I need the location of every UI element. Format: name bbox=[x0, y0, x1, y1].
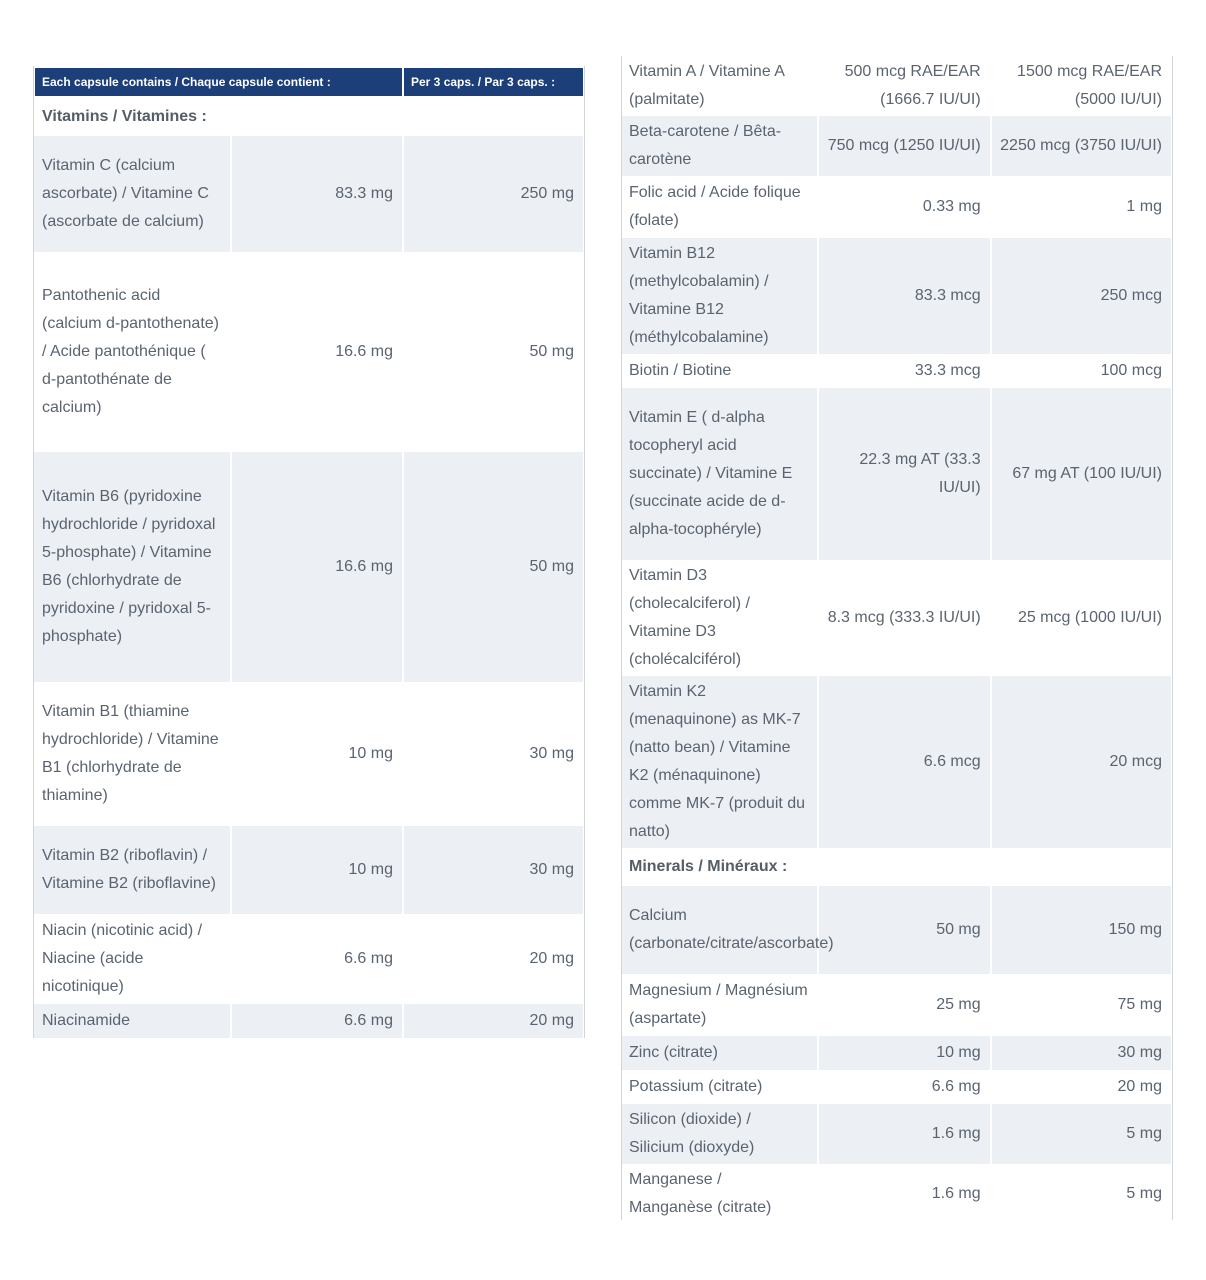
amount-per-3-caps: 2250 mcg (3750 IU/UI) bbox=[991, 116, 1172, 176]
section-row bbox=[621, 848, 1172, 886]
nutrient-name: Vitamin C (calcium ascorbate) / Vitamine C (ascorbate de calcium) bbox=[34, 136, 231, 252]
table-row bbox=[621, 354, 1172, 388]
amount-per-capsule: 6.6 mg bbox=[231, 1004, 403, 1038]
table-row bbox=[621, 676, 1172, 848]
right-nutrient-table bbox=[621, 56, 1173, 1220]
nutrient-name: Vitamin A / Vitamine A (palmitate) bbox=[621, 56, 818, 116]
amount-per-3-caps: 5 mg bbox=[991, 1164, 1172, 1224]
amount-per-3-caps: 1500 mcg RAE/EAR (5000 IU/UI) bbox=[991, 56, 1172, 116]
table-border bbox=[621, 56, 622, 1220]
amount-per-3-caps: 50 mg bbox=[403, 252, 584, 452]
nutrient-name: Calcium (carbonate/citrate/ascorbate) bbox=[621, 886, 818, 974]
amount-per-3-caps: 20 mcg bbox=[991, 676, 1172, 848]
amount-per-capsule: 10 mg bbox=[231, 826, 403, 914]
table-row bbox=[34, 252, 584, 452]
amount-per-capsule: 16.6 mg bbox=[231, 452, 403, 682]
amount-per-capsule: 25 mg bbox=[818, 974, 990, 1036]
table-row bbox=[34, 136, 584, 252]
table-row bbox=[621, 56, 1172, 116]
nutrient-name: Folic acid / Acide folique (folate) bbox=[621, 176, 818, 238]
table-border bbox=[1172, 56, 1173, 1220]
table-row bbox=[34, 1004, 584, 1038]
header-per-3-caps: Per 3 caps. / Par 3 caps. : bbox=[403, 67, 584, 97]
amount-per-3-caps: 20 mg bbox=[991, 1070, 1172, 1104]
amount-per-capsule: 8.3 mcg (333.3 IU/UI) bbox=[818, 560, 990, 676]
table-row bbox=[621, 176, 1172, 238]
amount-per-3-caps: 150 mg bbox=[991, 886, 1172, 974]
table-row bbox=[621, 1104, 1172, 1164]
amount-per-3-caps: 30 mg bbox=[403, 682, 584, 826]
amount-per-3-caps: 5 mg bbox=[991, 1104, 1172, 1164]
amount-per-3-caps: 50 mg bbox=[403, 452, 584, 682]
amount-per-capsule: 6.6 mg bbox=[231, 914, 403, 1004]
amount-per-3-caps: 250 mg bbox=[403, 136, 584, 252]
amount-per-3-caps: 250 mcg bbox=[991, 238, 1172, 354]
table-row bbox=[621, 886, 1172, 974]
nutrient-name: Vitamin K2 (menaquinone) as MK-7 (natto bean) / Vitamine K2 (ménaquinone) comme MK-7 (produit du natto) bbox=[621, 676, 818, 848]
nutrient-name: Vitamin E ( d-alpha tocopheryl acid succinate) / Vitamine E (succinate acide de d-alpha-tocophéryle) bbox=[621, 388, 818, 560]
table-row bbox=[34, 682, 584, 826]
amount-per-3-caps: 20 mg bbox=[403, 1004, 584, 1038]
section-minerals: Minerals / Minéraux : bbox=[621, 848, 1172, 886]
table-row bbox=[621, 238, 1172, 354]
amount-per-capsule: 1.6 mg bbox=[818, 1104, 990, 1164]
amount-per-capsule: 500 mcg RAE/EAR (1666.7 IU/UI) bbox=[818, 56, 990, 116]
amount-per-3-caps: 20 mg bbox=[403, 914, 584, 1004]
amount-per-capsule: 83.3 mg bbox=[231, 136, 403, 252]
nutrient-name: Niacin (nicotinic acid) / Niacine (acide nicotinique) bbox=[34, 914, 231, 1004]
nutrient-name: Vitamin D3 (cholecalciferol) / Vitamine D3 (cholécalciférol) bbox=[621, 560, 818, 676]
table-row bbox=[621, 1070, 1172, 1104]
nutrient-name: Vitamin B12 (methylcobalamin) / Vitamine B12 (méthylcobalamine) bbox=[621, 238, 818, 354]
amount-per-capsule: 83.3 mcg bbox=[818, 238, 990, 354]
amount-per-capsule: 6.6 mg bbox=[818, 1070, 990, 1104]
nutrient-table-left bbox=[33, 66, 585, 1038]
nutrient-name: Vitamin B6 (pyridoxine hydrochloride / pyridoxal 5-phosphate) / Vitamine B6 (chlorhydrate de pyridoxine / pyridoxal 5-phosphate) bbox=[34, 452, 231, 682]
nutrient-name: Manganese / Manganèse (citrate) bbox=[621, 1164, 818, 1224]
table-border bbox=[584, 66, 585, 1038]
header-each-capsule: Each capsule contains / Chaque capsule contient : bbox=[34, 67, 403, 97]
table-row bbox=[34, 452, 584, 682]
table-border bbox=[33, 66, 34, 1038]
nutrient-name: Potassium (citrate) bbox=[621, 1070, 818, 1104]
nutrient-name: Niacinamide bbox=[34, 1004, 231, 1038]
table-row bbox=[621, 116, 1172, 176]
amount-per-capsule: 6.6 mcg bbox=[818, 676, 990, 848]
amount-per-capsule: 10 mg bbox=[818, 1036, 990, 1070]
nutrient-name: Beta-carotene / Bêta-carotène bbox=[621, 116, 818, 176]
nutrient-name: Silicon (dioxide) / Silicium (dioxyde) bbox=[621, 1104, 818, 1164]
amount-per-capsule: 16.6 mg bbox=[231, 252, 403, 452]
nutrient-name: Magnesium / Magnésium (aspartate) bbox=[621, 974, 818, 1036]
amount-per-capsule: 10 mg bbox=[231, 682, 403, 826]
section-row bbox=[34, 97, 584, 136]
amount-per-capsule: 50 mg bbox=[818, 886, 990, 974]
amount-per-capsule: 0.33 mg bbox=[818, 176, 990, 238]
amount-per-3-caps: 30 mg bbox=[991, 1036, 1172, 1070]
nutrient-table-right bbox=[621, 56, 1173, 1224]
section-vitamins: Vitamins / Vitamines : bbox=[34, 97, 584, 136]
table-row bbox=[34, 826, 584, 914]
table-row bbox=[621, 974, 1172, 1036]
table-header-row bbox=[34, 67, 584, 97]
table-row bbox=[621, 560, 1172, 676]
amount-per-capsule: 750 mcg (1250 IU/UI) bbox=[818, 116, 990, 176]
amount-per-3-caps: 75 mg bbox=[991, 974, 1172, 1036]
nutrient-name: Pantothenic acid (calcium d-pantothenate) / Acide pantothénique ( d-pantothénate de calcium) bbox=[34, 252, 231, 452]
nutrient-name: Zinc (citrate) bbox=[621, 1036, 818, 1070]
table-row bbox=[621, 1164, 1172, 1224]
nutrient-name: Biotin / Biotine bbox=[621, 354, 818, 388]
left-nutrient-table bbox=[33, 66, 585, 1038]
amount-per-3-caps: 25 mcg (1000 IU/UI) bbox=[991, 560, 1172, 676]
nutrient-name: Vitamin B1 (thiamine hydrochloride) / Vitamine B1 (chlorhydrate de thiamine) bbox=[34, 682, 231, 826]
amount-per-3-caps: 1 mg bbox=[991, 176, 1172, 238]
amount-per-capsule: 33.3 mcg bbox=[818, 354, 990, 388]
amount-per-3-caps: 100 mcg bbox=[991, 354, 1172, 388]
nutrient-name: Vitamin B2 (riboflavin) / Vitamine B2 (riboflavine) bbox=[34, 826, 231, 914]
amount-per-3-caps: 30 mg bbox=[403, 826, 584, 914]
amount-per-capsule: 22.3 mg AT (33.3 IU/UI) bbox=[818, 388, 990, 560]
table-row bbox=[621, 388, 1172, 560]
table-row bbox=[34, 914, 584, 1004]
amount-per-3-caps: 67 mg AT (100 IU/UI) bbox=[991, 388, 1172, 560]
amount-per-capsule: 1.6 mg bbox=[818, 1164, 990, 1224]
table-row bbox=[621, 1036, 1172, 1070]
